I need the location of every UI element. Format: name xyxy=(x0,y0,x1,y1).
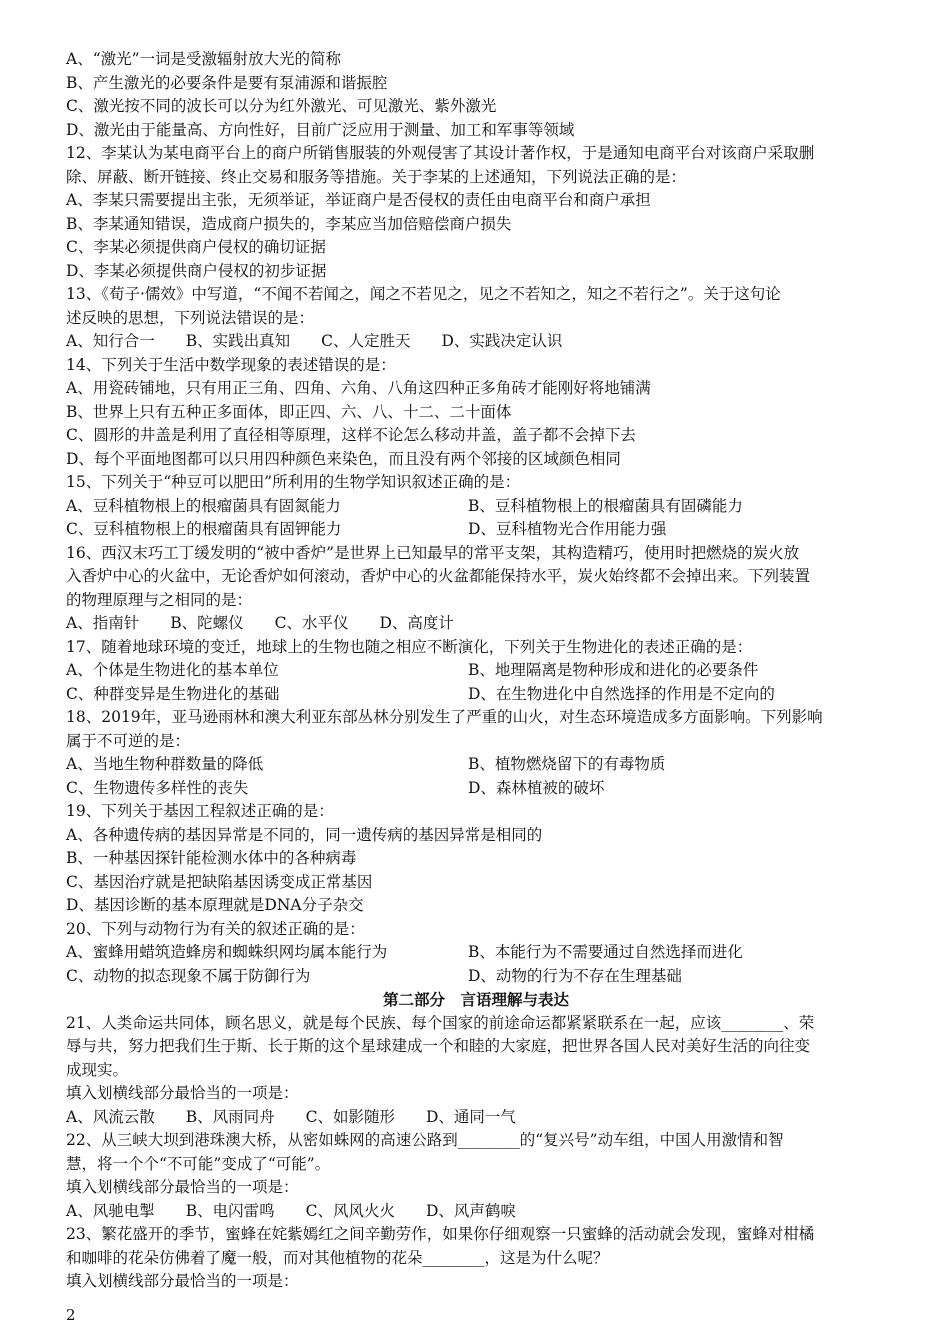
question-15: 15、下列关于“种豆可以肥田”所利用的生物学知识叙述正确的是： xyxy=(66,473,521,491)
options-row xyxy=(66,777,886,801)
option-b: B、植物燃烧留下的有毒物质 xyxy=(468,755,666,773)
document-body xyxy=(66,48,886,1294)
text-line: A、“激光”一词是受激辐射放大光的简称 xyxy=(66,50,342,68)
option-c: C、豆科植物根上的根瘤菌具有固钾能力 xyxy=(66,520,342,538)
option-a: A、豆科植物根上的根瘤菌具有固氮能力 xyxy=(66,496,341,515)
page-number: 2 xyxy=(66,1306,76,1324)
options-line: A、知行合一 B、实践出真知 C、人定胜天 D、实践决定认识 xyxy=(66,332,563,350)
section-heading: 第二部分 言语理解与表达 xyxy=(382,990,569,1009)
option-a: A、当地生物种群数量的降低 xyxy=(66,755,264,773)
text-line: 和咖啡的花朵仿佛着了魔一般，而对其他植物的花朵________，这是为什么呢？ xyxy=(66,1248,609,1267)
text-line: C、基因治疗就是把缺陷基因诱变成正常基因 xyxy=(66,872,373,891)
question-20: 20、下列与动物行为有关的叙述正确的是： xyxy=(66,919,365,938)
text-line: D、基因诊断的基本原理就是DNA分子杂交 xyxy=(66,896,364,914)
text-line: D、每个平面地图都可以只用四种颜色来染色，而且没有两个邻接的区域颜色相同 xyxy=(66,449,621,468)
option-a: A、个体是生物进化的基本单位 xyxy=(66,661,279,679)
option-a: A、蜜蜂用蜡筑造蜂房和蜘蛛织网均属本能行为 xyxy=(66,943,388,961)
option-d: D、动物的行为不存在生理基础 xyxy=(468,966,682,985)
option-b: B、地理隔离是物种形成和进化的必要条件 xyxy=(468,661,759,679)
text-line: C、圆形的井盖是利用了直径相等原理，这样不论怎么移动井盖，盖子都不会掉下去 xyxy=(66,426,636,444)
option-d: D、豆科植物光合作用能力强 xyxy=(468,520,667,538)
question-22: 22、从三峡大坝到港珠澳大桥，从密如蛛网的高速公路到________的“复兴号”动车组，中国人用激情和智 xyxy=(66,1131,784,1149)
option-c: C、生物遗传多样性的丧失 xyxy=(66,778,249,797)
text-line: D、激光由于能量高、方向性好，目前广泛应用于测量、加工和军事等领域 xyxy=(66,120,575,139)
text-line: A、李某只需要提出主张，无须举证，举证商户是否侵权的责任由电商平台和商户承担 xyxy=(66,191,651,209)
text-line: 填入划横线部分最恰当的一项是： xyxy=(66,1272,299,1290)
text-line: D、李某必须提供商户侵权的初步证据 xyxy=(66,261,327,280)
options-row xyxy=(66,518,886,542)
option-d: D、在生物进化中自然选择的作用是不定向的 xyxy=(468,684,775,703)
options-row xyxy=(66,965,886,989)
question-16: 16、西汉末巧工丁缓发明的“被中香炉”是世界上已知最早的常平支架，其构造精巧，使用时把燃烧的炭火放 xyxy=(66,543,800,562)
question-17: 17、随着地球环境的变迁，地球上的生物也随之相应不断演化，下列关于生物进化的表述正确的是： xyxy=(66,637,753,656)
text-line: C、激光按不同的波长可以分为红外激光、可见激光、紫外激光 xyxy=(66,97,497,115)
question-18: 18、2019年，亚马逊雨林和澳大利亚东部丛林分别发生了严重的山火，对生态环境造成多方面影响。下列影响 xyxy=(66,708,823,726)
question-19: 19、下列关于基因工程叙述正确的是： xyxy=(66,802,334,820)
question-13: 13、《荀子·儒效》中写道，“不闻不若闻之，闻之不若见之，见之不若知之，知之不若行之”。关于这句论 xyxy=(66,285,781,303)
option-b: B、豆科植物根上的根瘤菌具有固磷能力 xyxy=(468,496,743,515)
text-line: 属于不可逆的是： xyxy=(66,731,191,750)
option-b: B、本能行为不需要通过自然选择而进化 xyxy=(468,943,743,961)
text-line: 除、屏蔽、断开链接、终止交易和服务等措施。关于李某的上述通知，下列说法正确的是： xyxy=(66,167,687,186)
text-line: C、李某必须提供商户侵权的确切证据 xyxy=(66,238,326,256)
text-line: 填入划横线部分最恰当的一项是： xyxy=(66,1178,299,1196)
text-line: B、李某通知错误，造成商户损失的，李某应当加倍赔偿商户损失 xyxy=(66,214,512,233)
text-line: 述反映的思想，下列说法错误的是： xyxy=(66,308,315,327)
options-row xyxy=(66,495,886,519)
options-row xyxy=(66,683,886,707)
question-23: 23、繁花盛开的季节，蜜蜂在姹紫嫣红之间辛勤劳作，如果你仔细观察一只蜜蜂的活动就会发现，蜜蜂对柑橘 xyxy=(66,1225,815,1243)
text-line: 辱与共，努力把我们生于斯、长于斯的这个星球建成一个和睦的大家庭，把世界各国人民对美好生活的向往变 xyxy=(66,1037,811,1055)
option-d: D、森林植被的破坏 xyxy=(468,778,605,797)
options-row xyxy=(66,941,886,965)
text-line: 的物理原理与之相同的是： xyxy=(66,590,253,609)
text-line: B、一种基因探针能检测水体中的各种病毒 xyxy=(66,849,357,867)
text-line: A、用瓷砖铺地，只有用正三角、四角、六角、八角这四种正多角砖才能刚好将地铺满 xyxy=(66,379,651,397)
question-14: 14、下列关于生活中数学现象的表述错误的是： xyxy=(66,355,396,374)
options-line: A、指南针 B、陀螺仪 C、水平仪 D、高度计 xyxy=(66,614,454,632)
text-line: 填入划横线部分最恰当的一项是： xyxy=(66,1084,299,1102)
text-line: B、世界上只有五种正多面体，即正四、六、八、十二、二十面体 xyxy=(66,402,512,421)
text-line: B、产生激光的必要条件是要有泵浦源和谐振腔 xyxy=(66,73,388,92)
question-12: 12、李某认为某电商平台上的商户所销售服装的外观侵害了其设计著作权，于是通知电商平台对该商户采取删 xyxy=(66,144,815,162)
options-line: A、风流云散 B、风雨同舟 C、如影随形 D、通同一气 xyxy=(66,1107,516,1126)
text-line: A、各种遗传病的基因异常是不同的，同一遗传病的基因异常是相同的 xyxy=(66,825,543,844)
options-row xyxy=(66,659,886,683)
option-c: C、动物的拟态现象不属于防御行为 xyxy=(66,966,311,985)
text-line: 慧，将一个个“不可能”变成了“可能”。 xyxy=(66,1154,331,1173)
option-c: C、种群变异是生物进化的基础 xyxy=(66,684,280,703)
options-row xyxy=(66,753,886,777)
question-21: 21、人类命运共同体，顾名思义，就是每个民族、每个国家的前途命运都紧紧联系在一起，应该________、荣 xyxy=(66,1013,815,1032)
options-line: A、风驰电掣 B、电闪雷鸣 C、风风火火 D、风声鹤唳 xyxy=(66,1201,516,1220)
text-line: 入香炉中心的火盆中，无论香炉如何滚动，香炉中心的火盆都能保持水平，炭火始终都不会掉出来。下列装置 xyxy=(66,567,811,585)
text-line: 成现实。 xyxy=(66,1060,129,1079)
